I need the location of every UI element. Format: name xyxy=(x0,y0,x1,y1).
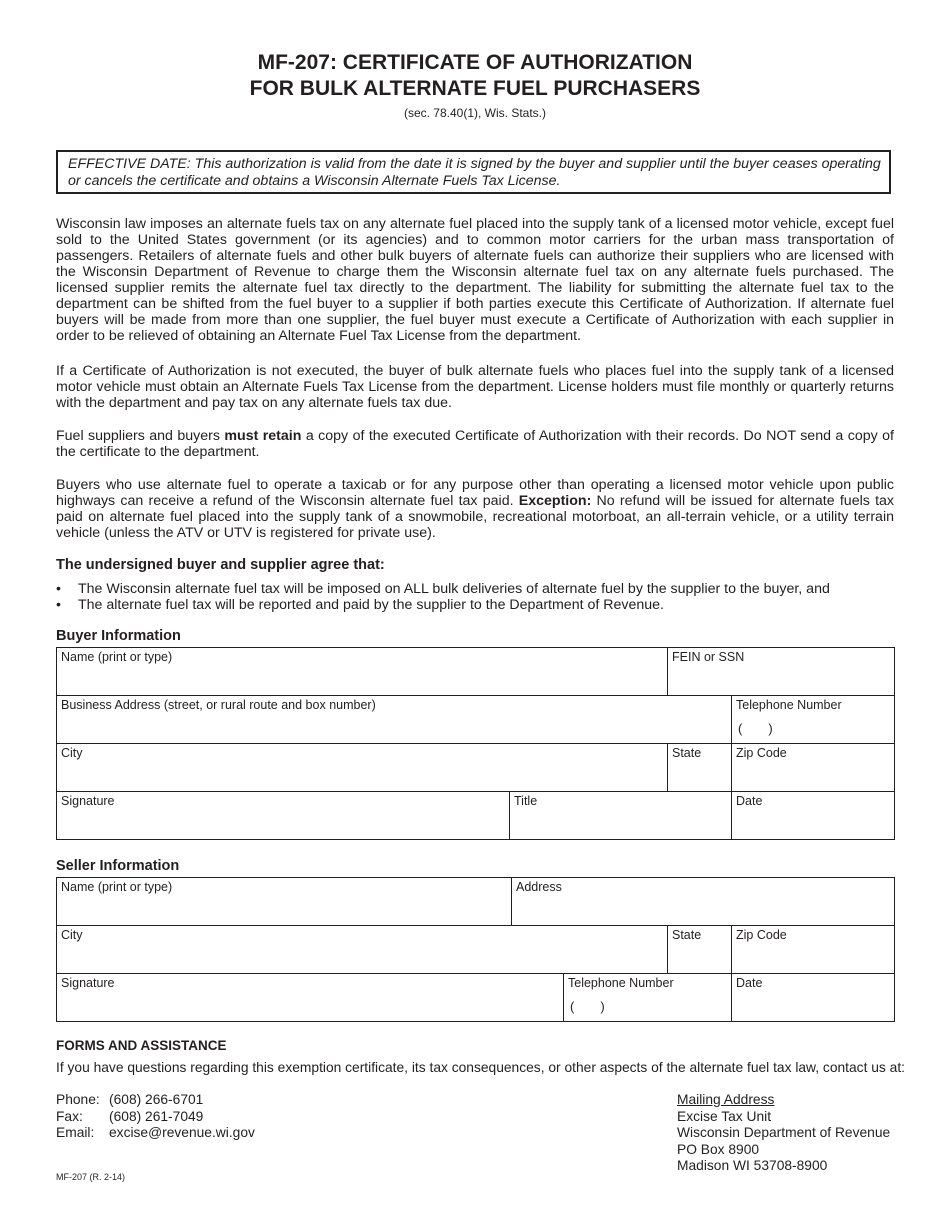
mailing-heading: Mailing Address xyxy=(677,1092,775,1107)
buyer-fein-field[interactable] xyxy=(668,648,895,695)
phone-line xyxy=(56,1092,255,1109)
agreement-heading: The undersigned buyer and supplier agree that: xyxy=(56,557,385,573)
buyer-name-label: Name (print or type) xyxy=(61,650,173,664)
buyer-heading: Buyer Information xyxy=(56,628,181,644)
buyer-zip-field[interactable] xyxy=(732,744,895,791)
area-code-parens xyxy=(570,999,605,1014)
email-value[interactable]: excise@revenue.wi.gov xyxy=(109,1125,255,1140)
seller-zip-field[interactable] xyxy=(732,926,895,973)
assistance-heading: FORMS AND ASSISTANCE xyxy=(56,1038,227,1053)
seller-state-label: State xyxy=(672,928,702,942)
seller-city-label: City xyxy=(61,928,83,942)
retain-paragraph xyxy=(56,428,894,460)
buyer-address-field[interactable] xyxy=(57,696,732,743)
buyer-row-4 xyxy=(57,792,895,840)
mailing-line: Madison WI 53708-8900 xyxy=(677,1158,828,1173)
agreement-item-text: The Wisconsin alternate fuel tax will be imposed on ALL bulk deliveries of alternate fuel by the supplier to the buyer, and xyxy=(78,581,830,597)
buyer-fein-label: FEIN or SSN xyxy=(672,650,745,664)
buyer-signature-field[interactable] xyxy=(57,792,510,839)
seller-city-field[interactable] xyxy=(57,926,668,973)
page-title-line1: MF-207: CERTIFICATE OF AUTHORIZATION xyxy=(257,51,693,74)
buyer-address-label: Business Address (street, or rural route and box number) xyxy=(61,698,376,712)
buyer-city-field[interactable] xyxy=(57,744,668,791)
seller-heading: Seller Information xyxy=(56,858,180,874)
buyer-city-label: City xyxy=(61,746,83,760)
buyer-title-label: Title xyxy=(514,794,538,808)
intro-paragraph: Wisconsin law imposes an alternate fuels tax on any alternate fuel placed into the supply tank of a licensed motor vehicle, except fuel sold to the United States government (or its agencies) and to common motor carriers for the urban mass transportation of passengers. Retailers of alternate fuels and other bulk buyers of alternate fuels can authorize their suppliers who are licensed with the Wisconsin Department of Revenue to charge them the Wisconsin alternate fuel tax on any alternate fuels purchased. The licensed supplier remits the alternate fuel tax directly to the department. The liability for submitting the alternate fuel tax to the department can be shifted from the fuel buyer to a supplier if both parties execute this Certificate of Authorization. If alternate fuel buyers will be made from more than one supplier, the fuel buyer must execute a Certificate of Authorization with each supplier in order to be relieved of obtaining an Alternate Fuel Tax License from the department. xyxy=(56,216,894,344)
form-number: MF-207 (R. 2-14) xyxy=(56,1172,126,1182)
buyer-row-3 xyxy=(57,744,895,792)
seller-address-field[interactable] xyxy=(512,878,895,925)
buyer-date-field[interactable] xyxy=(732,792,895,839)
seller-state-field[interactable] xyxy=(668,926,732,973)
seller-telephone-label: Telephone Number xyxy=(568,976,674,990)
seller-name-field[interactable] xyxy=(57,878,512,925)
license-paragraph: If a Certificate of Authorization is not executed, the buyer of bulk alternate fuels who places fuel into the supply tank of a licensed motor vehicle must obtain an Alternate Fuels Tax License from the department. License holders must file monthly or quarterly returns with the department and pay tax on any alternate fuels tax due. xyxy=(56,363,894,411)
mailing-address xyxy=(677,1092,890,1175)
fax-line xyxy=(56,1109,255,1126)
page-title-line2: FOR BULK ALTERNATE FUEL PURCHASERS xyxy=(249,77,701,100)
retain-pre: Fuel suppliers and buyers xyxy=(56,428,225,444)
email-line xyxy=(56,1125,255,1142)
refund-paragraph xyxy=(56,477,894,541)
retain-post: a copy of the executed Certificate of Authorization with their records. Do NOT send a copy of the certificate to the department. xyxy=(56,428,894,460)
seller-signature-field[interactable] xyxy=(57,974,564,1021)
buyer-state-field[interactable] xyxy=(668,744,732,791)
paren-open: ( xyxy=(738,721,743,736)
paren-close: ) xyxy=(600,999,605,1014)
paren-open: ( xyxy=(570,999,575,1014)
seller-date-field[interactable] xyxy=(732,974,895,1021)
buyer-name-field[interactable] xyxy=(57,648,668,695)
contact-block xyxy=(56,1092,255,1142)
buyer-row-1 xyxy=(57,648,895,696)
phone-label: Phone: xyxy=(56,1092,100,1107)
area-code-parens xyxy=(738,721,773,736)
seller-address-label: Address xyxy=(516,880,562,894)
buyer-telephone-label: Telephone Number xyxy=(736,698,842,712)
mailing-line: Wisconsin Department of Revenue xyxy=(677,1125,891,1140)
seller-date-label: Date xyxy=(736,976,763,990)
effective-date-box: EFFECTIVE DATE: This authorization is valid from the date it is signed by the buyer and supplier until the buyer ceases operating or cancels the certificate and obtains a Wisconsin Alternate Fuels Tax License. xyxy=(56,150,891,194)
seller-form xyxy=(56,877,895,1022)
seller-telephone-field[interactable] xyxy=(564,974,732,1021)
seller-row-1 xyxy=(57,878,895,926)
refund-pre: Buyers who use alternate fuel to operate a taxicab or for any purpose other than operating a licensed motor vehicle upon public highways can receive a refund of the Wisconsin alternate fuel tax paid. xyxy=(56,477,894,509)
buyer-signature-label: Signature xyxy=(61,794,115,808)
bullet-icon: • xyxy=(56,581,61,597)
mailing-line: Excise Tax Unit xyxy=(677,1108,772,1124)
fax-label: Fax: xyxy=(56,1108,83,1124)
mailing-line: PO Box 8900 xyxy=(677,1141,760,1157)
agreement-item-text: The alternate fuel tax will be reported and paid by the supplier to the Department of Revenue. xyxy=(78,597,664,613)
fax-value: (608) 261-7049 xyxy=(109,1108,204,1124)
assistance-text: If you have questions regarding this exemption certificate, its tax consequences, or other aspects of the alternate fuel tax law, contact us at: xyxy=(56,1060,905,1075)
seller-name-label: Name (print or type) xyxy=(61,880,173,894)
buyer-date-label: Date xyxy=(736,794,763,808)
seller-row-3 xyxy=(57,974,895,1022)
statute-citation: (sec. 78.40(1), Wis. Stats.) xyxy=(403,106,547,120)
buyer-form xyxy=(56,647,895,840)
buyer-zip-label: Zip Code xyxy=(736,746,787,760)
refund-post: No refund will be issued for alternate fuels tax paid on alternate fuel placed into the supply tank of a snowmobile, recreational motorboat, an all-terrain vehicle, or a utility terrain vehicle (unless the ATV or UTV is registered for private use). xyxy=(56,493,894,541)
buyer-row-2 xyxy=(57,696,895,744)
phone-value: (608) 266-6701 xyxy=(109,1092,204,1107)
bullet-icon: • xyxy=(56,597,61,613)
refund-exception: Exception: xyxy=(518,493,592,509)
seller-signature-label: Signature xyxy=(61,976,115,990)
buyer-state-label: State xyxy=(672,746,702,760)
email-label: Email: xyxy=(56,1125,95,1140)
seller-row-2 xyxy=(57,926,895,974)
buyer-title-field[interactable] xyxy=(510,792,732,839)
buyer-telephone-field[interactable] xyxy=(732,696,895,743)
seller-zip-label: Zip Code xyxy=(736,928,787,942)
paren-close: ) xyxy=(768,721,773,736)
retain-bold: must retain xyxy=(224,428,302,444)
